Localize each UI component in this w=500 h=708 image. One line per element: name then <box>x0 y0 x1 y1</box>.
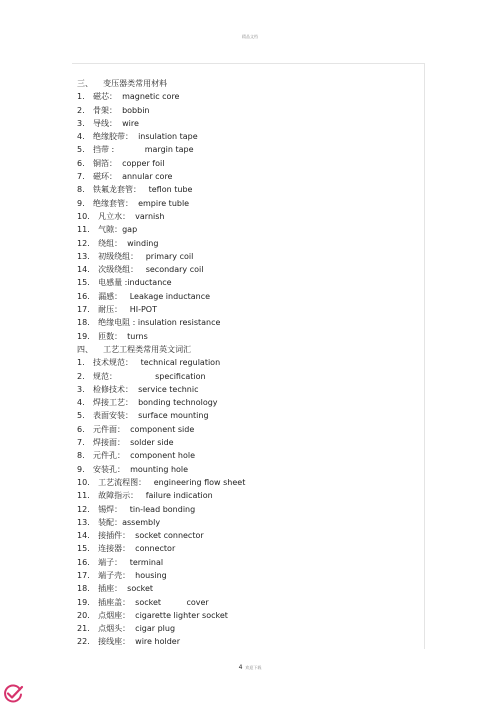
page-number: 4 <box>238 664 243 671</box>
item-text: 插座： socket <box>93 584 154 594</box>
item-number: 17. <box>77 305 90 315</box>
item-text: 导线： wire <box>93 118 139 128</box>
section-heading <box>77 343 422 356</box>
list-item <box>77 569 422 582</box>
list-item <box>77 476 422 489</box>
item-number: 14. <box>77 265 90 275</box>
item-number: 8. <box>77 451 85 461</box>
list-item <box>77 423 422 436</box>
item-text: 接插件： socket connector <box>93 531 204 541</box>
item-text: 绕组： winding <box>93 238 159 248</box>
list-item <box>77 330 422 343</box>
list-item <box>77 130 422 143</box>
item-number: 4. <box>77 398 85 408</box>
item-text: 漏感： Leakage inductance <box>93 291 211 301</box>
list-item <box>77 542 422 555</box>
item-text: 接线座： wire holder <box>93 637 180 647</box>
item-text: 绝缘套管： empire tuble <box>93 198 190 208</box>
item-text: 磁环： annular core <box>93 172 173 182</box>
item-number: 13. <box>77 517 90 527</box>
item-text: 挡带 : margin tape <box>93 145 194 155</box>
item-number: 6. <box>77 158 85 168</box>
item-text: 元件孔： component hole <box>93 451 195 461</box>
item-text: 插座盖： socket cover <box>93 597 209 607</box>
item-number: 21. <box>77 624 90 634</box>
list-item <box>77 489 422 502</box>
list-item <box>77 210 422 223</box>
side-rule <box>424 63 425 649</box>
section-heading-text: 四、 工艺工程类常用英文词汇 <box>77 344 192 354</box>
item-number: 8. <box>77 185 85 195</box>
list-item <box>77 170 422 183</box>
item-text: 绝缘胶带： insulation tape <box>93 132 198 142</box>
item-number: 3. <box>77 118 85 128</box>
item-number: 13. <box>77 251 90 261</box>
item-text: 初级绕组： primary coil <box>93 251 194 261</box>
item-text: 检修技术： service technic <box>93 384 199 394</box>
item-number: 14. <box>77 531 90 541</box>
item-number: 15. <box>77 278 90 288</box>
list-item <box>77 90 422 103</box>
item-number: 17. <box>77 570 90 580</box>
item-number: 19. <box>77 331 90 341</box>
item-text: 点烟头： cigar plug <box>93 624 176 634</box>
item-text: 表面安装： surface mounting <box>93 411 209 421</box>
list-item <box>77 503 422 516</box>
item-text: 故障指示： failure indication <box>93 491 213 501</box>
item-number: 18. <box>77 318 90 328</box>
item-text: 骨架： bobbin <box>93 105 150 115</box>
list-item <box>77 556 422 569</box>
check-badge-icon <box>2 683 24 705</box>
item-number: 7. <box>77 438 85 448</box>
item-text: 磁芯： magnetic core <box>93 92 180 102</box>
item-number: 2. <box>77 371 85 381</box>
item-number: 18. <box>77 584 90 594</box>
list-item <box>77 104 422 117</box>
item-number: 2. <box>77 105 85 115</box>
list-item <box>77 157 422 170</box>
item-number: 16. <box>77 557 90 567</box>
item-text: 铜箔： copper foil <box>93 158 165 168</box>
list-item <box>77 383 422 396</box>
item-text: 工艺流程图： engineering flow sheet <box>93 477 246 487</box>
item-number: 19. <box>77 597 90 607</box>
item-text: 气隙：gap <box>93 225 138 235</box>
item-number: 5. <box>77 411 85 421</box>
item-number: 22. <box>77 637 90 647</box>
top-rule <box>72 63 424 64</box>
list-item <box>77 622 422 635</box>
list-item <box>77 316 422 329</box>
list-item <box>77 276 422 289</box>
item-text: 技术规范： technical regulation <box>93 358 221 368</box>
item-number: 4. <box>77 132 85 142</box>
section-heading <box>77 77 422 90</box>
list-item <box>77 436 422 449</box>
item-number: 11. <box>77 225 90 235</box>
header-mark: 精品文档 <box>242 34 258 39</box>
item-text: 电感量 :inductance <box>93 278 172 288</box>
item-text: 端子： terminal <box>93 557 164 567</box>
list-item <box>77 370 422 383</box>
list-item <box>77 409 422 422</box>
list-item <box>77 183 422 196</box>
item-text: 凡立水： varnish <box>93 211 165 221</box>
list-item <box>77 596 422 609</box>
item-number: 1. <box>77 92 85 102</box>
section-heading-text: 三、 变压器类常用材料 <box>77 79 168 88</box>
item-number: 16. <box>77 291 90 301</box>
item-text: 连接器： connector <box>93 544 176 554</box>
list-item <box>77 529 422 542</box>
list-item <box>77 609 422 622</box>
list-item <box>77 290 422 303</box>
item-number: 1. <box>77 358 85 368</box>
list-item <box>77 396 422 409</box>
item-text: 装配：assembly <box>93 517 161 527</box>
item-number: 12. <box>77 504 90 514</box>
document-body <box>77 77 422 649</box>
item-number: 20. <box>77 610 90 620</box>
list-item <box>77 263 422 276</box>
item-number: 6. <box>77 424 85 434</box>
list-item <box>77 143 422 156</box>
item-number: 11. <box>77 491 90 501</box>
item-text: 次级绕组： secondary coil <box>93 265 204 275</box>
item-text: 锡焊： tin-lead bonding <box>93 504 196 514</box>
list-item <box>77 463 422 476</box>
list-item <box>77 635 422 648</box>
list-item <box>77 197 422 210</box>
list-item <box>77 356 422 369</box>
item-number: 7. <box>77 172 85 182</box>
item-text: 焊接面： solder side <box>93 438 174 448</box>
item-text: 铁氟龙套管： teflon tube <box>93 185 193 195</box>
item-text: 规范： specification <box>93 371 206 381</box>
item-number: 9. <box>77 464 85 474</box>
item-text: 匝数： turns <box>93 331 148 341</box>
page-footer <box>0 664 500 671</box>
item-number: 5. <box>77 145 85 155</box>
item-number: 10. <box>77 477 90 487</box>
list-item <box>77 582 422 595</box>
item-text: 安装孔： mounting hole <box>93 464 189 474</box>
item-text: 点烟座： cigarette lighter socket <box>93 610 228 620</box>
list-item <box>77 250 422 263</box>
item-text: 元件面： component side <box>93 424 195 434</box>
item-text: 绝缘电阻 : insulation resistance <box>93 318 221 328</box>
item-number: 12. <box>77 238 90 248</box>
item-text: 耐压： HI-POT <box>93 305 157 315</box>
item-number: 3. <box>77 384 85 394</box>
list-item <box>77 303 422 316</box>
item-text: 焊接工艺： bonding technology <box>93 398 218 408</box>
list-item <box>77 223 422 236</box>
list-item <box>77 237 422 250</box>
item-number: 9. <box>77 198 85 208</box>
item-number: 10. <box>77 211 90 221</box>
item-text: 端子壳： housing <box>93 570 167 580</box>
list-item <box>77 516 422 529</box>
footer-text: 欢迎下载 <box>245 665 262 670</box>
item-number: 15. <box>77 544 90 554</box>
list-item <box>77 117 422 130</box>
list-item <box>77 449 422 462</box>
